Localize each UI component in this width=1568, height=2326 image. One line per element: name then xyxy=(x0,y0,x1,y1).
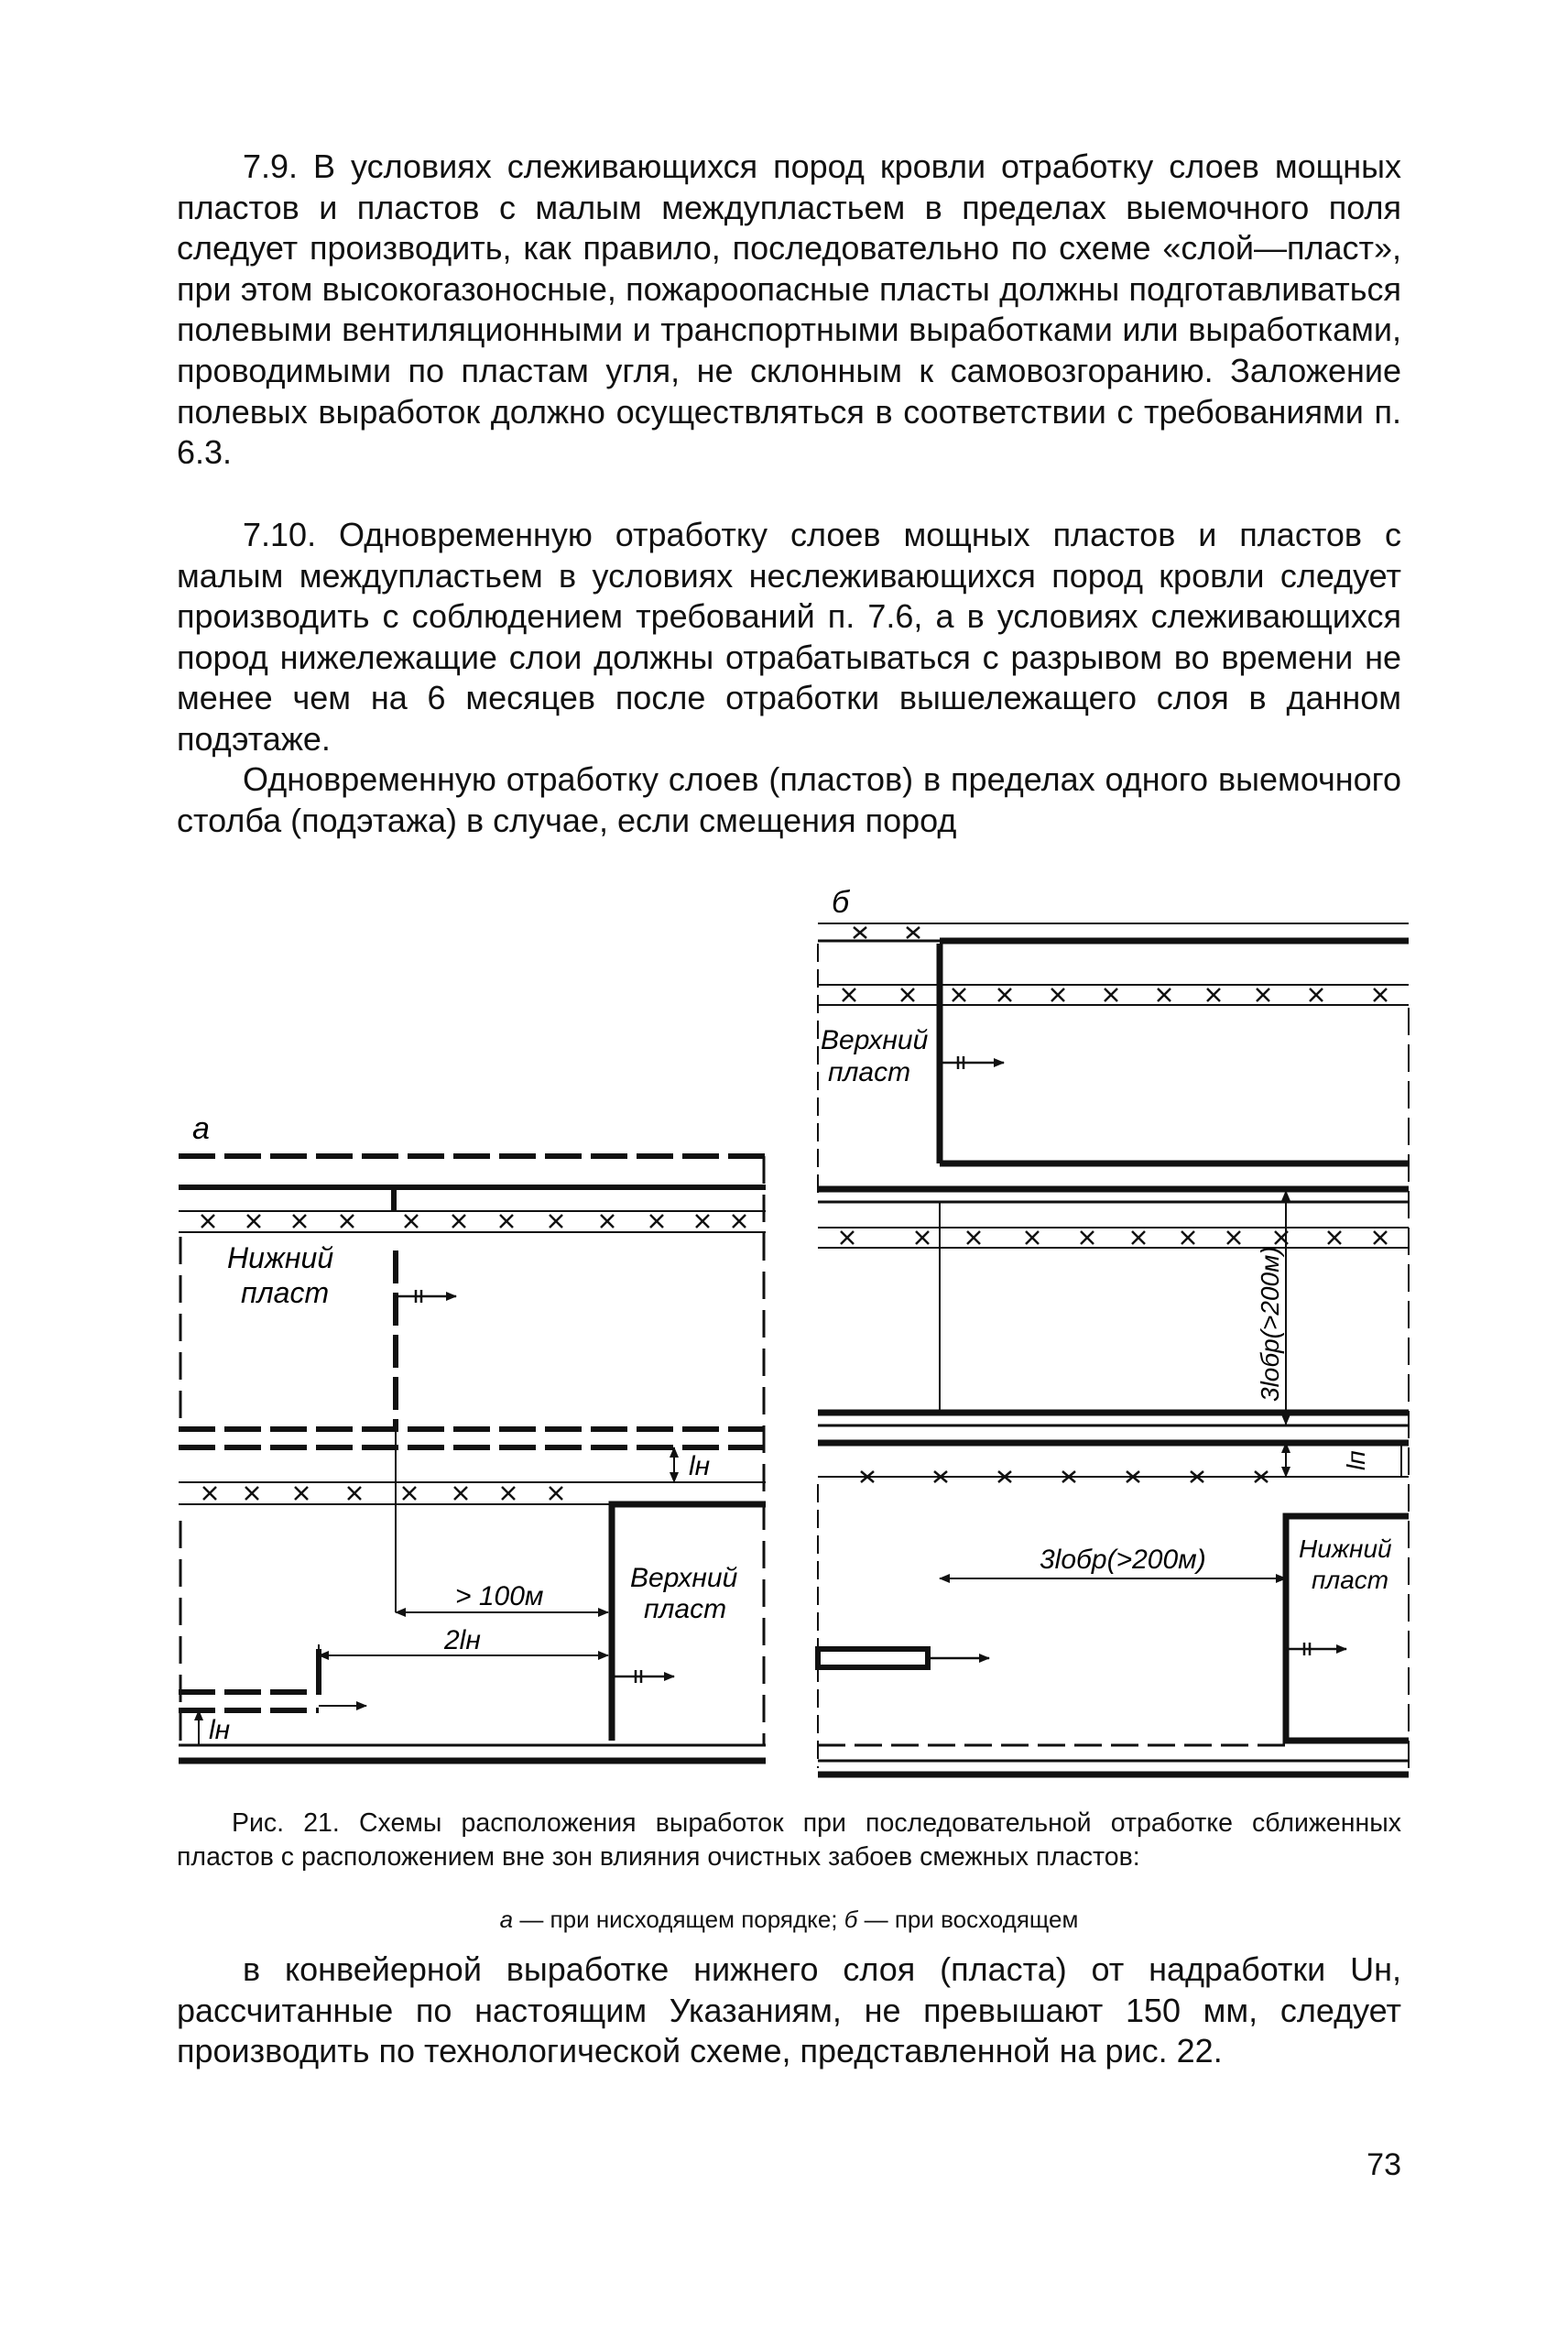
legend-b-letter: б xyxy=(844,1906,858,1933)
panel-b-lower-seam-label-1: Нижний xyxy=(1299,1534,1392,1563)
legend-a-text: — при нисходящем порядке; xyxy=(513,1906,844,1933)
panel-a-dist-2l: 2lн xyxy=(444,1625,481,1655)
panel-a-upper-seam-label-1: Верхний xyxy=(630,1563,738,1593)
panel-b-dist-vertical: 3lобр(>200м) xyxy=(1256,1246,1284,1402)
panel-a xyxy=(179,1156,766,1761)
panel-b-label: б xyxy=(832,885,850,920)
figure-legend xyxy=(177,1906,1401,1934)
panel-a-upper-seam-label-2: пласт xyxy=(644,1594,727,1624)
panel-b-lp: lп xyxy=(1342,1450,1370,1470)
figure-caption: Рис. 21. Схемы расположения выработок при последовательной отработке сближенных пластов с расположением вне зон влияния очистных забоев смежных пластов: xyxy=(177,1808,1401,1872)
panel-b-dist-horizontal: 3lобр(>200м) xyxy=(1040,1545,1206,1575)
panel-a-dist-100: > 100м xyxy=(455,1581,544,1611)
panel-b-upper-seam-label-1: Верхний xyxy=(821,1025,929,1055)
paragraph-7-10: 7.10. Одновременную отработку слоев мощных пластов и пластов с малым междупластьем в условиях неслеживающихся пород кровли следует производить с соблюдением требований п. 7.6, а в условиях слеживающихся пород нижележащие слои должны отрабатываться с разрывом во времени не менее чем на 6 месяцев после отработки вышележащего слоя в данном подэтаже. xyxy=(177,516,1401,758)
panel-a-lower-seam-label-2: пласт xyxy=(241,1276,330,1309)
legend-a-letter: а xyxy=(499,1906,514,1933)
panel-a-lower-seam-label-1: Нижний xyxy=(227,1241,334,1274)
panel-a-ln-top: lн xyxy=(689,1451,711,1481)
panel-b-lower-seam-label-2: пласт xyxy=(1312,1566,1389,1594)
legend-b-text: — при восходящем xyxy=(857,1906,1079,1933)
panel-a-label: а xyxy=(192,1111,210,1146)
panel-b-upper-seam-label-2: пласт xyxy=(828,1057,911,1087)
paragraph-conveyor: в конвейерной выработке нижнего слоя (пласта) от надработки Uн, рассчитанные по настоящим Указаниям, не превышают 150 мм, следует производить по технологической схеме, представленной на рис. 22. xyxy=(177,1950,1401,2070)
panel-b xyxy=(818,923,1409,1777)
paragraph-simultaneous: Одновременную отработку слоев (пластов) в пределах одного выемочного столба (подэтажа) в случае, если смещения пород xyxy=(177,760,1401,839)
panel-a-ln-bottom: lн xyxy=(209,1715,231,1745)
paragraph-7-9: 7.9. В условиях слеживающихся пород кровли отработку слоев мощных пластов и пластов с малым междупластьем в пределах выемочного поля следует производить, как правило, последовательно по схеме «слой—пласт», при этом высокогазоносные, пожароопасные пласты должны подготавливаться полевыми вентиляционными и транспортными выработками или выработками, проводимыми по пластам угля, не склонным к самовозгоранию. Заложение полевых выработок должно осуществляться в соответствии с требованиями п. 6.3. xyxy=(177,147,1401,472)
page-number: 73 xyxy=(1367,2147,1401,2182)
